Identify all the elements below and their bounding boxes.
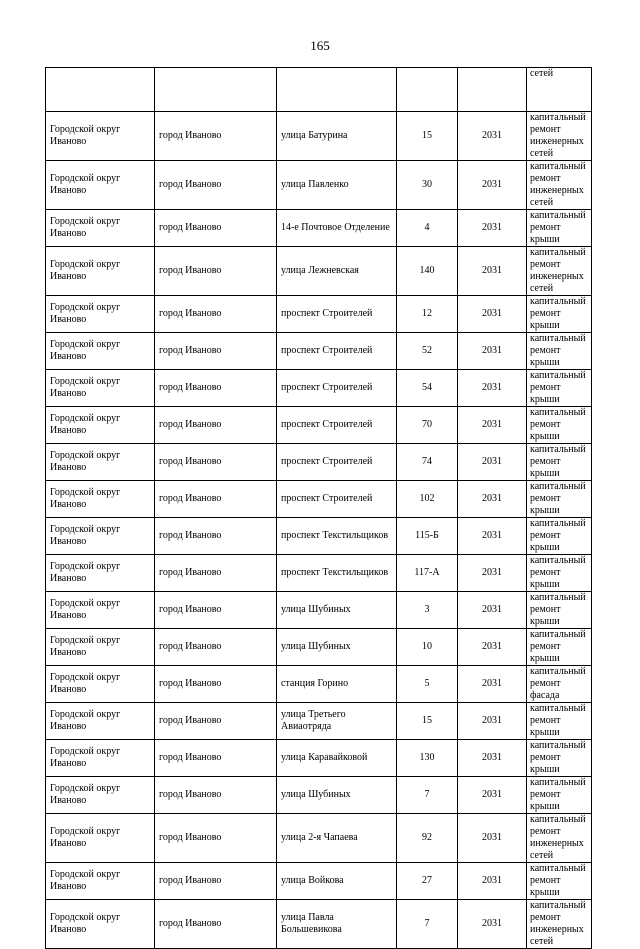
street-cell: проспект Строителей — [277, 333, 397, 370]
street-cell: улица Лежневская — [277, 247, 397, 296]
district-cell: Городской округ Иваново — [46, 629, 155, 666]
street-cell: проспект Строителей — [277, 370, 397, 407]
year-cell: 2031 — [458, 407, 527, 444]
district-cell: Городской округ Иваново — [46, 333, 155, 370]
city-cell: город Иваново — [155, 407, 277, 444]
table-row — [46, 296, 592, 333]
city-cell: город Иваново — [155, 740, 277, 777]
district-cell: Городской округ Иваново — [46, 370, 155, 407]
year-cell: 2031 — [458, 555, 527, 592]
housing-repair-table — [45, 67, 592, 949]
district-cell: Городской округ Иваново — [46, 592, 155, 629]
table-row — [46, 629, 592, 666]
district-cell: Городской округ Иваново — [46, 247, 155, 296]
district-cell: Городской округ Иваново — [46, 703, 155, 740]
table-row — [46, 247, 592, 296]
year-cell: 2031 — [458, 814, 527, 863]
year-cell: 2031 — [458, 518, 527, 555]
city-cell: город Иваново — [155, 666, 277, 703]
city-cell: город Иваново — [155, 161, 277, 210]
district-cell: Городской округ Иваново — [46, 518, 155, 555]
district-cell: Городской округ Иваново — [46, 296, 155, 333]
table-row — [46, 370, 592, 407]
city-cell: город Иваново — [155, 703, 277, 740]
house-cell: 115-Б — [397, 518, 458, 555]
street-cell: проспект Строителей — [277, 444, 397, 481]
table-row-continued — [46, 68, 592, 112]
work-cell: капитальный ремонт инженерных сетей — [527, 900, 592, 949]
district-cell: Городской округ Иваново — [46, 814, 155, 863]
house-cell — [397, 68, 458, 112]
house-cell: 52 — [397, 333, 458, 370]
page-number: 165 — [310, 38, 330, 53]
district-cell: Городской округ Иваново — [46, 555, 155, 592]
street-cell: улица Шубиных — [277, 592, 397, 629]
house-cell: 92 — [397, 814, 458, 863]
house-cell: 70 — [397, 407, 458, 444]
house-cell: 3 — [397, 592, 458, 629]
year-cell: 2031 — [458, 161, 527, 210]
table-row — [46, 210, 592, 247]
city-cell: город Иваново — [155, 900, 277, 949]
city-cell: город Иваново — [155, 555, 277, 592]
city-cell: город Иваново — [155, 296, 277, 333]
table-row — [46, 481, 592, 518]
city-cell: город Иваново — [155, 481, 277, 518]
year-cell: 2031 — [458, 370, 527, 407]
work-cell: сетей — [527, 68, 592, 112]
year-cell: 2031 — [458, 296, 527, 333]
work-cell: капитальный ремонт крыши — [527, 863, 592, 900]
work-cell: капитальный ремонт крыши — [527, 370, 592, 407]
house-cell: 7 — [397, 777, 458, 814]
table-row — [46, 666, 592, 703]
district-cell: Городской округ Иваново — [46, 444, 155, 481]
house-cell: 117-А — [397, 555, 458, 592]
district-cell: Городской округ Иваново — [46, 777, 155, 814]
district-cell: Городской округ Иваново — [46, 900, 155, 949]
street-cell: улица Войкова — [277, 863, 397, 900]
year-cell: 2031 — [458, 777, 527, 814]
work-cell: капитальный ремонт крыши — [527, 444, 592, 481]
district-cell: Городской округ Иваново — [46, 210, 155, 247]
street-cell: станция Горино — [277, 666, 397, 703]
table-row — [46, 863, 592, 900]
house-cell: 5 — [397, 666, 458, 703]
district-cell — [46, 68, 155, 112]
year-cell: 2031 — [458, 112, 527, 161]
work-cell: капитальный ремонт фасада — [527, 666, 592, 703]
table-row — [46, 777, 592, 814]
year-cell — [458, 68, 527, 112]
city-cell: город Иваново — [155, 210, 277, 247]
table-row — [46, 703, 592, 740]
work-cell: капитальный ремонт крыши — [527, 629, 592, 666]
street-cell: проспект Текстильщиков — [277, 518, 397, 555]
house-cell: 27 — [397, 863, 458, 900]
city-cell: город Иваново — [155, 629, 277, 666]
district-cell: Городской округ Иваново — [46, 112, 155, 161]
year-cell: 2031 — [458, 210, 527, 247]
work-cell: капитальный ремонт крыши — [527, 518, 592, 555]
house-cell: 140 — [397, 247, 458, 296]
city-cell: город Иваново — [155, 863, 277, 900]
year-cell: 2031 — [458, 629, 527, 666]
table-row — [46, 161, 592, 210]
city-cell: город Иваново — [155, 518, 277, 555]
work-cell: капитальный ремонт крыши — [527, 555, 592, 592]
year-cell: 2031 — [458, 666, 527, 703]
city-cell: город Иваново — [155, 333, 277, 370]
work-cell: капитальный ремонт крыши — [527, 296, 592, 333]
street-cell: проспект Строителей — [277, 407, 397, 444]
table-row — [46, 740, 592, 777]
work-cell: капитальный ремонт инженерных сетей — [527, 814, 592, 863]
district-cell: Городской округ Иваново — [46, 407, 155, 444]
street-cell: улица Павленко — [277, 161, 397, 210]
house-cell: 12 — [397, 296, 458, 333]
district-cell: Городской округ Иваново — [46, 740, 155, 777]
street-cell: улица Батурина — [277, 112, 397, 161]
house-cell: 15 — [397, 703, 458, 740]
work-cell: капитальный ремонт инженерных сетей — [527, 161, 592, 210]
city-cell: город Иваново — [155, 370, 277, 407]
table-row — [46, 112, 592, 161]
work-cell: капитальный ремонт крыши — [527, 703, 592, 740]
district-cell: Городской округ Иваново — [46, 863, 155, 900]
city-cell: город Иваново — [155, 777, 277, 814]
work-cell: капитальный ремонт инженерных сетей — [527, 247, 592, 296]
year-cell: 2031 — [458, 592, 527, 629]
table-row — [46, 592, 592, 629]
table-row — [46, 407, 592, 444]
table-row — [46, 900, 592, 949]
year-cell: 2031 — [458, 333, 527, 370]
street-cell: улица Шубиных — [277, 629, 397, 666]
city-cell: город Иваново — [155, 247, 277, 296]
work-cell: капитальный ремонт крыши — [527, 777, 592, 814]
city-cell: город Иваново — [155, 444, 277, 481]
year-cell: 2031 — [458, 444, 527, 481]
work-cell: капитальный ремонт крыши — [527, 592, 592, 629]
work-cell: капитальный ремонт крыши — [527, 481, 592, 518]
table-row — [46, 518, 592, 555]
house-cell: 74 — [397, 444, 458, 481]
year-cell: 2031 — [458, 900, 527, 949]
district-cell: Городской округ Иваново — [46, 666, 155, 703]
street-cell: проспект Строителей — [277, 296, 397, 333]
work-cell: капитальный ремонт крыши — [527, 740, 592, 777]
house-cell: 15 — [397, 112, 458, 161]
work-cell: капитальный ремонт крыши — [527, 333, 592, 370]
house-cell: 7 — [397, 900, 458, 949]
house-cell: 102 — [397, 481, 458, 518]
street-cell: улица Третьего Авиаотряда — [277, 703, 397, 740]
city-cell — [155, 68, 277, 112]
year-cell: 2031 — [458, 740, 527, 777]
district-cell: Городской округ Иваново — [46, 161, 155, 210]
year-cell: 2031 — [458, 863, 527, 900]
work-cell: капитальный ремонт крыши — [527, 210, 592, 247]
year-cell: 2031 — [458, 481, 527, 518]
table-row — [46, 555, 592, 592]
house-cell: 4 — [397, 210, 458, 247]
year-cell: 2031 — [458, 247, 527, 296]
street-cell: улица Шубиных — [277, 777, 397, 814]
work-cell: капитальный ремонт инженерных сетей — [527, 112, 592, 161]
street-cell — [277, 68, 397, 112]
city-cell: город Иваново — [155, 814, 277, 863]
house-cell: 10 — [397, 629, 458, 666]
street-cell: улица Каравайковой — [277, 740, 397, 777]
table-row — [46, 333, 592, 370]
house-cell: 54 — [397, 370, 458, 407]
city-cell: город Иваново — [155, 592, 277, 629]
district-cell: Городской округ Иваново — [46, 481, 155, 518]
city-cell: город Иваново — [155, 112, 277, 161]
table-row — [46, 814, 592, 863]
house-cell: 30 — [397, 161, 458, 210]
street-cell: улица Павла Большевикова — [277, 900, 397, 949]
street-cell: проспект Текстильщиков — [277, 555, 397, 592]
year-cell: 2031 — [458, 703, 527, 740]
street-cell: 14-е Почтовое Отделение — [277, 210, 397, 247]
work-cell: капитальный ремонт крыши — [527, 407, 592, 444]
street-cell: улица 2-я Чапаева — [277, 814, 397, 863]
table-row — [46, 444, 592, 481]
house-cell: 130 — [397, 740, 458, 777]
street-cell: проспект Строителей — [277, 481, 397, 518]
